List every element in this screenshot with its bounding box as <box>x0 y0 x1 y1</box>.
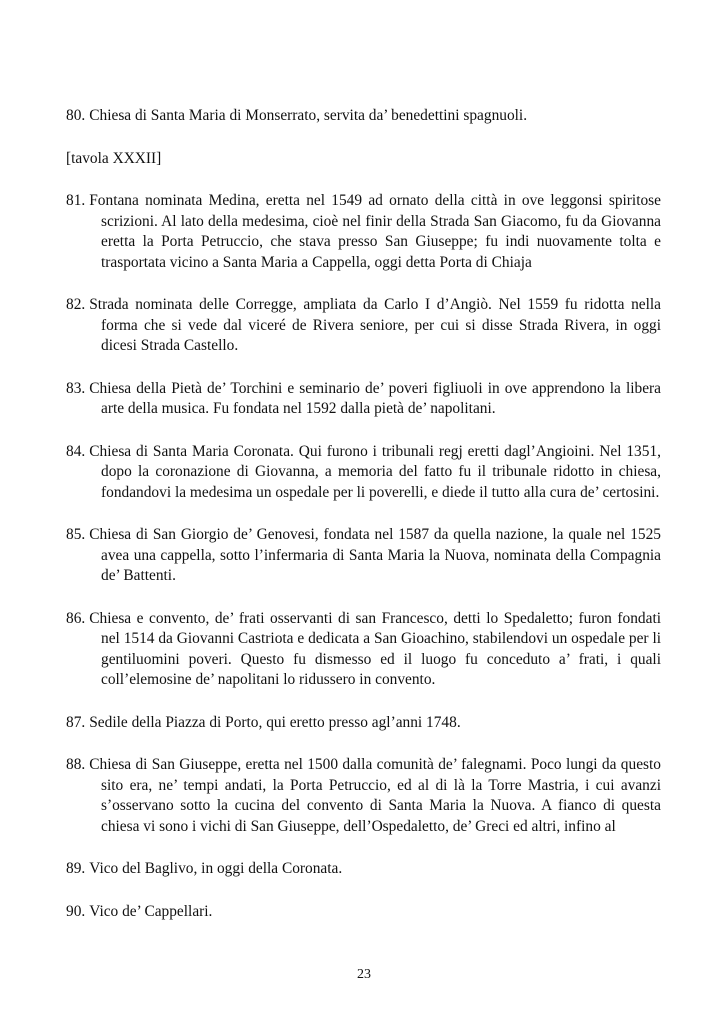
entry-number: 80. <box>66 107 86 124</box>
entry-number: 87. <box>66 713 86 731</box>
entry-text: Sedile della Piazza di Porto, qui eretto presso agl’anni 1748. <box>89 713 461 731</box>
entry-83 <box>66 379 661 420</box>
entry-text: Vico del Baglivo, in oggi della Coronata. <box>89 860 343 877</box>
entry-89 <box>66 859 661 880</box>
entry-text: Chiesa di Santa Maria di Monserrato, servita da’ benedettini spagnuoli. <box>89 107 528 124</box>
entry-86 <box>66 609 661 691</box>
entry-number: 85. <box>66 526 86 543</box>
entry-number: 88. <box>66 756 86 773</box>
page-number: 23 <box>357 967 371 982</box>
entry-81 <box>66 191 661 273</box>
plate-reference <box>66 149 661 170</box>
entry-87 <box>66 713 661 734</box>
entry-text: Strada nominata delle Corregge, ampliata da Carlo I d’Angiò. Nel 1559 fu ridotta nella forma che si vede dal viceré de Rivera seniore, per cui si disse Strada Rivera, in oggi dicesi Strada Castello. <box>89 296 661 354</box>
entry-number: 84. <box>66 442 86 460</box>
entry-text: Chiesa della Pietà de’ Torchini e seminario de’ poveri figliuoli in ove apprendono la libera arte della musica. Fu fondata nel 1592 dalla pietà de’ napolitani. <box>89 379 661 417</box>
entry-number: 81. <box>66 192 86 209</box>
entry-text: Chiesa di San Giorgio de’ Genovesi, fondata nel 1587 da quella nazione, la quale nel 1525 avea una cappella, sotto l’infermaria di Santa Maria la Nuova, nominata della Compagnia de’ Battenti. <box>89 526 661 584</box>
entry-text: Chiesa e convento, de’ frati osservanti di san Francesco, detti lo Spedaletto; furon fondati nel 1514 da Giovanni Castriota e dedicata a San Gioachino, stabilendovi un ospedale per li gentiluomini poveri. Questo fu dismesso ed il luogo fu conceduto a’ frati, i quali coll’elemosine de’ napolitani lo ridussero in convento. <box>89 609 661 688</box>
entry-text: [tavola XXXII] <box>66 149 162 167</box>
entry-82 <box>66 295 661 357</box>
entry-text: Vico de’ Cappellari. <box>89 902 213 920</box>
entry-text: Chiesa di Santa Maria Coronata. Qui furono i tribunali regj eretti dagl’Angioini. Nel 1351, dopo la coronazione di Giovanna, a memoria del fatto fu il tribunale ridotto in chiesa, fondandovi la medesima un ospedale per li poverelli, e diede il tutto alla cura de’ certosini. <box>89 442 661 501</box>
entry-number: 86. <box>66 609 86 627</box>
entry-88 <box>66 755 661 837</box>
entry-number: 82. <box>66 296 86 313</box>
entry-80 <box>66 106 661 127</box>
entry-text: Chiesa di San Giuseppe, eretta nel 1500 dalla comunità de’ falegnami. Poco lungi da questo sito era, ne’ tempi andati, la Porta Petruccio, ed al di là la Torre Mastria, i cui avanzi s’osservano sotto la cucina del convento di Santa Maria la Nuova. A fianco di questa chiesa vi sono i vichi di San Giuseppe, dell’Ospedaletto, de’ Greci ed altri, infino al <box>89 756 661 835</box>
entry-number: 90. <box>66 902 86 920</box>
entry-number: 83. <box>66 379 86 397</box>
entry-84 <box>66 442 661 504</box>
entry-text: Fontana nominata Medina, eretta nel 1549 ad ornato della città in ove leggonsi spiritose scrizioni. Al lato della medesima, cioè nel finir della Strada San Giacomo, fu da Giovanna eretta la Porta Petruccio, che stava presso San Giuseppe; fu indi nuovamente tolta e trasportata vicino a Santa Maria a Cappella, oggi detta Porta di Chiaja <box>89 192 661 271</box>
entry-number: 89. <box>66 860 86 877</box>
entry-85 <box>66 525 661 587</box>
entry-90 <box>66 902 661 923</box>
page-body <box>66 106 661 944</box>
